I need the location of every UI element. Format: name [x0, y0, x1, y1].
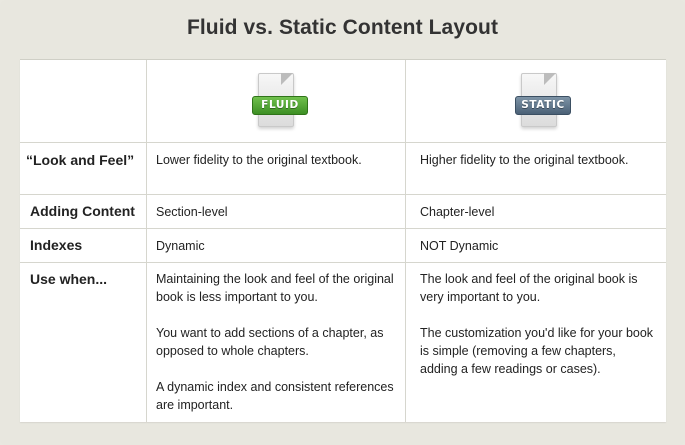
fluid-use-when — [156, 270, 402, 414]
static-adding-content: Chapter-level — [420, 205, 495, 219]
fluid-badge: FLUID — [252, 96, 308, 115]
static-indexes: NOT Dynamic — [420, 239, 499, 253]
fluid-use-when-item: You want to add sections of a chapter, as opposed to whole chapters. — [156, 326, 384, 358]
row-label-adding-content: Adding Content — [30, 203, 135, 219]
static-use-when-item: The look and feel of the original book is very important to you. — [420, 272, 638, 304]
fluid-document-icon — [252, 73, 299, 129]
static-use-when — [420, 270, 656, 378]
row-label-use-when: Use when... — [30, 271, 108, 287]
row-label-look-and-feel: “Look and Feel” — [26, 152, 135, 168]
row-label-indexes: Indexes — [30, 237, 83, 253]
page-title: Fluid vs. Static Content Layout — [186, 16, 499, 39]
column-divider — [146, 60, 147, 422]
static-document-icon — [515, 73, 565, 129]
fluid-look-and-feel: Lower fidelity to the original textbook. — [156, 153, 362, 167]
fluid-use-when-item: A dynamic index and consistent references are important. — [156, 380, 394, 412]
fluid-indexes: Dynamic — [156, 239, 205, 253]
fluid-adding-content: Section-level — [156, 205, 228, 219]
static-look-and-feel: Higher fidelity to the original textbook. — [420, 153, 629, 167]
fluid-use-when-item: Maintaining the look and feel of the original book is less important to you. — [156, 272, 394, 304]
static-use-when-item: The customization you'd like for your book is simple (removing a few chapters, adding a few readings or cases). — [420, 326, 654, 376]
comparison-table — [20, 59, 666, 422]
column-divider — [405, 60, 406, 422]
static-badge: STATIC — [515, 96, 571, 115]
